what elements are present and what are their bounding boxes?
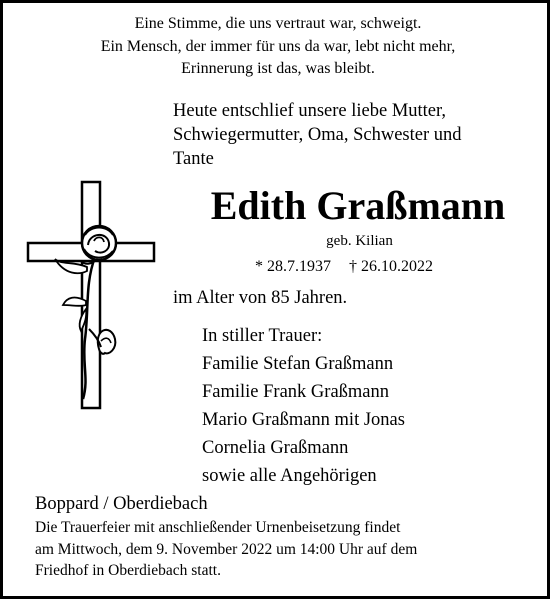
mourner-item: Familie Stefan Graßmann <box>202 354 394 374</box>
ceremony-line: Die Trauerfeier mit anschließender Urnenbeisetzung findet <box>35 519 401 536</box>
mourner-item: Mario Graßmann mit Jonas <box>202 410 405 430</box>
ceremony-info <box>35 517 535 582</box>
ceremony-line: Friedhof in Oberdiebach statt. <box>35 562 221 579</box>
deceased-name: Edith Graßmann <box>210 183 506 228</box>
birth-date: * 28.7.1937 <box>255 258 331 275</box>
mourners-list <box>202 322 405 490</box>
poem-line: Erinnerung ist das, was bleibt. <box>181 60 375 77</box>
mourner-item: Familie Frank Graßmann <box>202 382 390 402</box>
maiden-name: geb. Kilian <box>326 233 393 249</box>
intro-line: Heute entschlief unsere liebe Mutter, <box>173 101 447 121</box>
rose-leaf <box>63 298 86 306</box>
age-text: im Alter von 85 Jahren. <box>173 288 348 308</box>
ceremony-line: am Mittwoch, dem 9. November 2022 um 14:00 Uhr auf dem <box>35 540 418 558</box>
intro-line: Schwiegermutter, Oma, Schwester und <box>173 125 462 145</box>
poem <box>3 13 550 81</box>
rose-bud <box>98 330 116 354</box>
mourners-heading: In stiller Trauer: <box>202 326 323 346</box>
life-dates <box>255 257 433 277</box>
intro-line: Tante <box>173 149 214 169</box>
intro-text <box>173 99 543 171</box>
death-date: † 26.10.2022 <box>349 258 433 275</box>
mourner-item: Cornelia Graßmann <box>202 438 349 458</box>
location: Boppard / Oberdiebach <box>35 494 208 514</box>
poem-line: Eine Stimme, die uns vertraut war, schweigt. <box>134 15 422 32</box>
mourner-item: sowie alle Angehörigen <box>202 466 377 486</box>
poem-line: Ein Mensch, der immer für uns da war, lebt nicht mehr, <box>100 37 456 55</box>
